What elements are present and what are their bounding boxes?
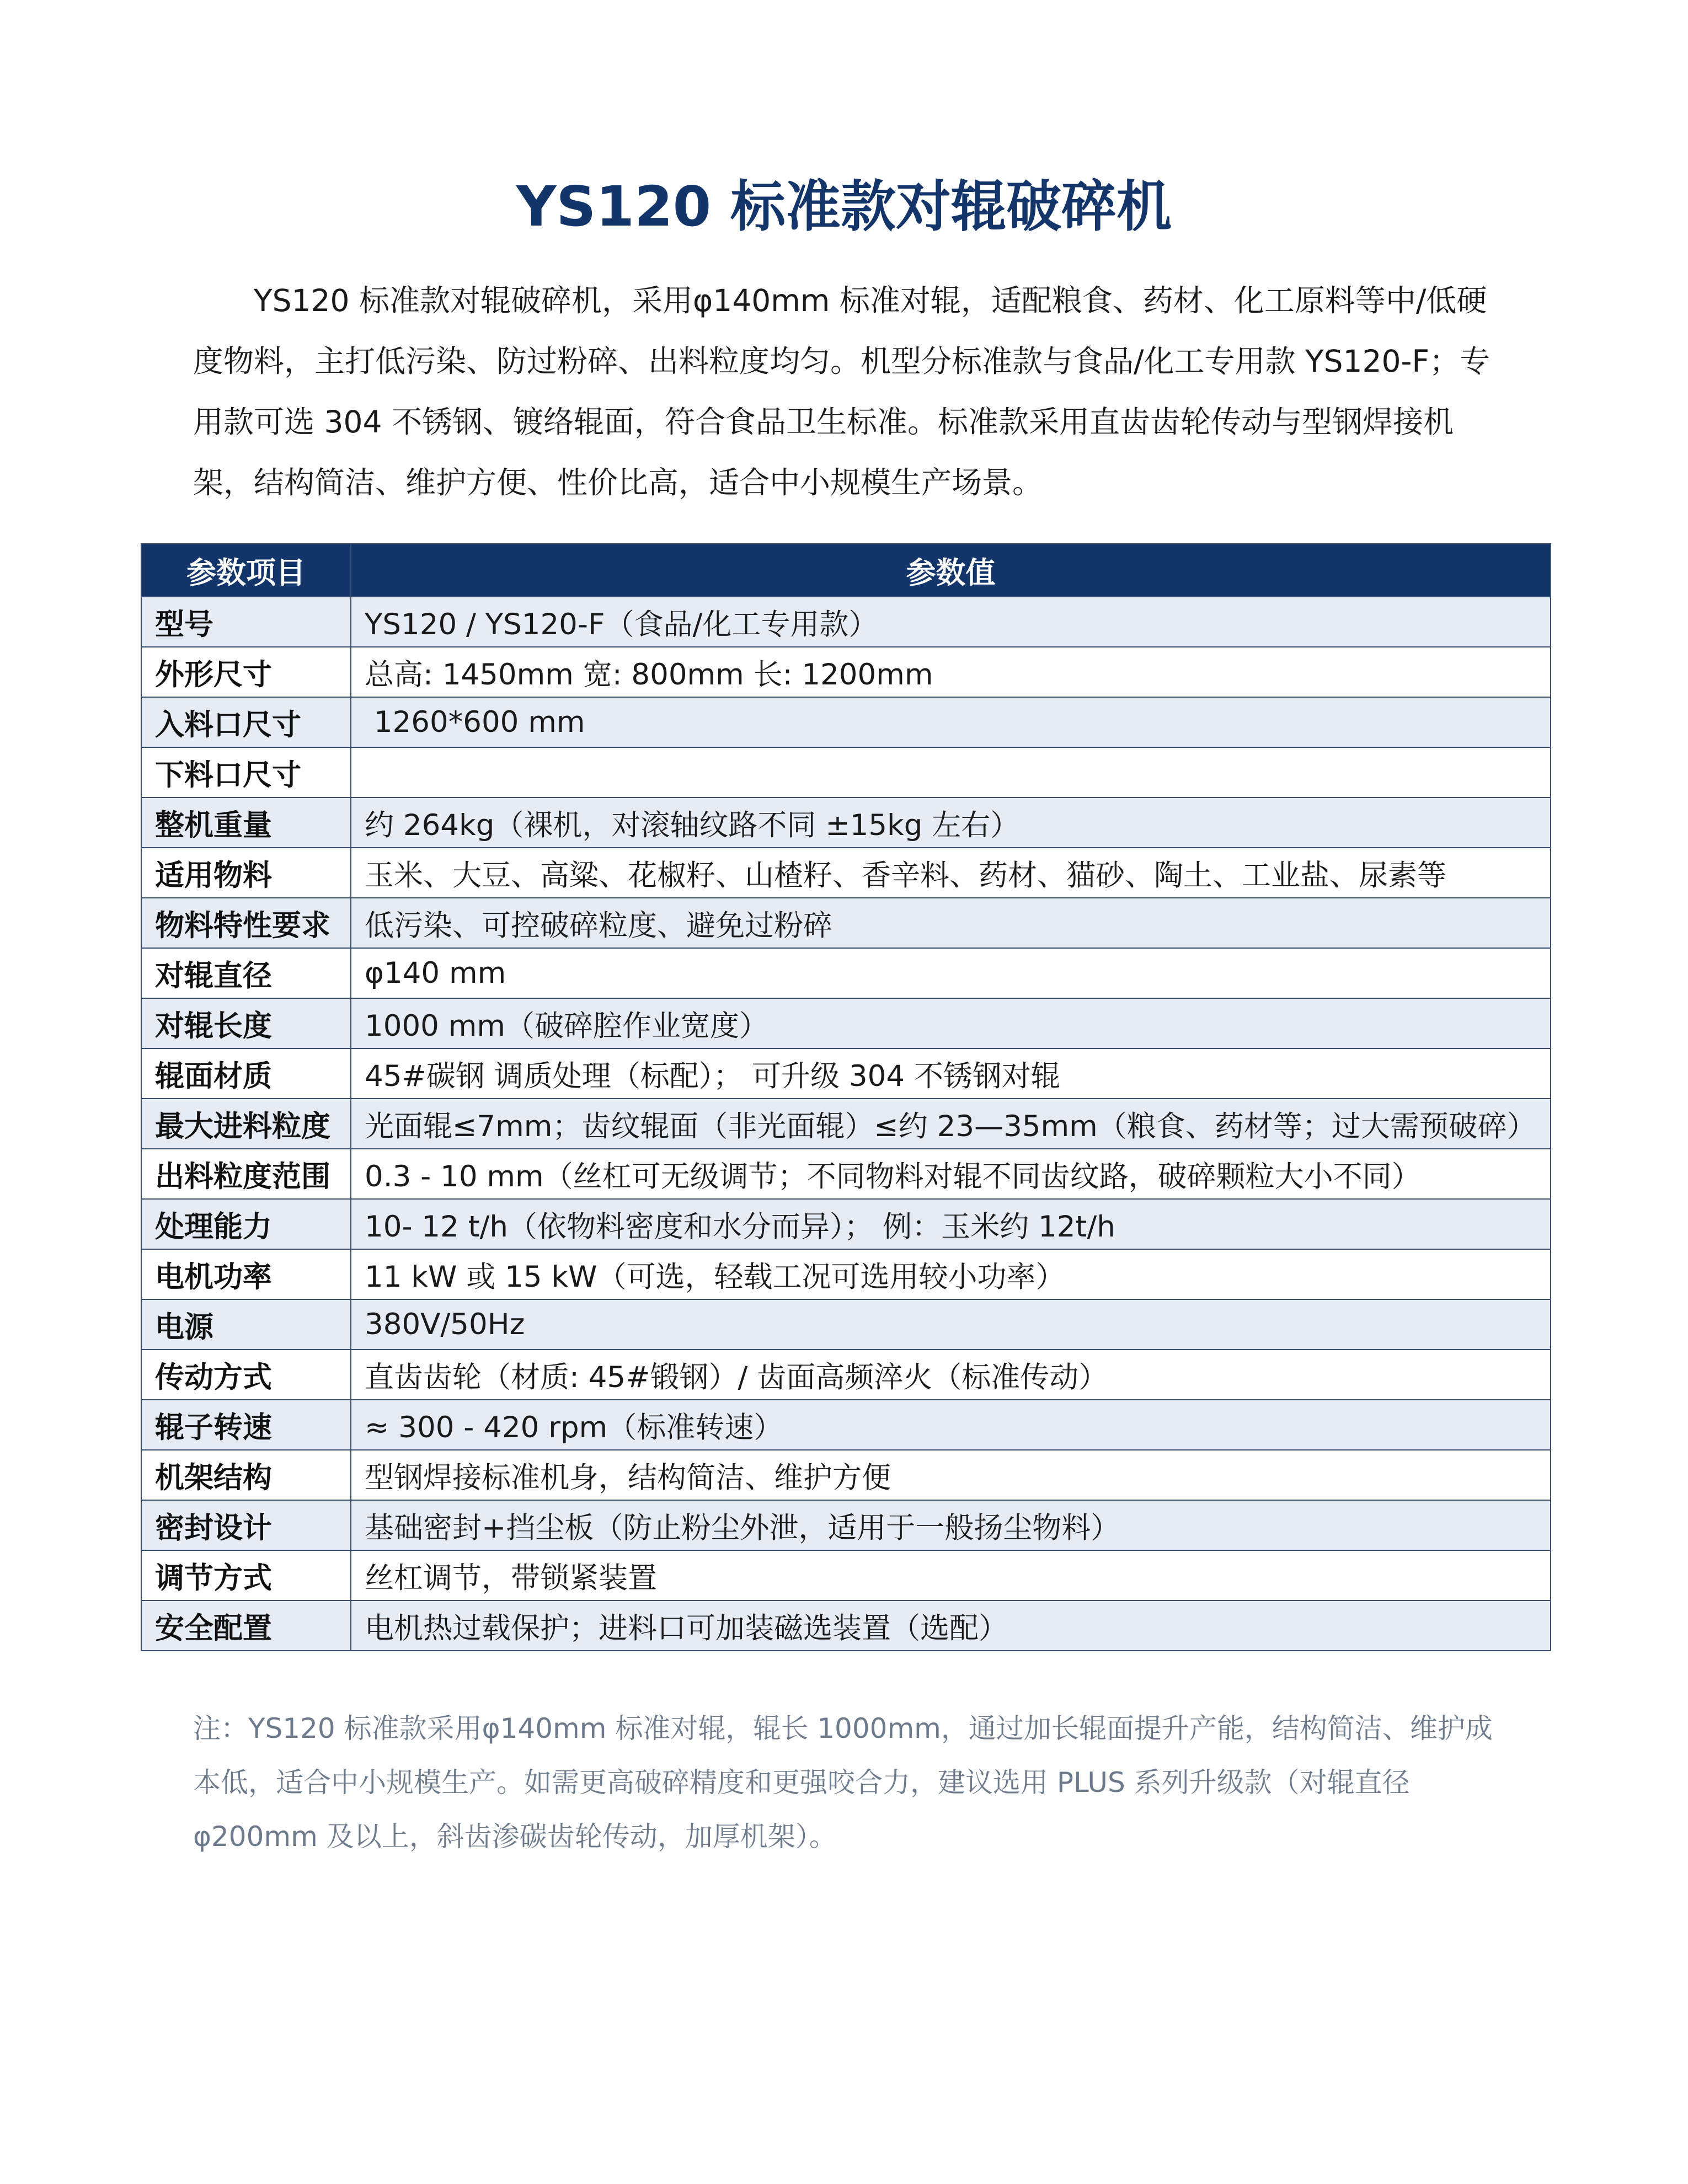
table-row: [141, 948, 1551, 998]
table-row: [141, 998, 1551, 1048]
param-name: 电源: [141, 1299, 351, 1350]
table-row: [141, 1199, 1551, 1249]
header-param-value: 参数值: [351, 544, 1551, 597]
param-value: 直齿齿轮（材质: 45#锻钢）/ 齿面高频淬火（标准传动）: [351, 1350, 1551, 1400]
table-row: [141, 1500, 1551, 1550]
table-row: [141, 1249, 1551, 1299]
param-value: 11 kW 或 15 kW（可选，轻载工况可选用较小功率）: [351, 1249, 1551, 1299]
table-row: [141, 647, 1551, 697]
table-row: [141, 1450, 1551, 1500]
param-value: 光面辊≤7mm；齿纹辊面（非光面辊）≤约 23—35mm（粮食、药材等；过大需预破碎）: [351, 1099, 1551, 1149]
param-name: 适用物料: [141, 848, 351, 898]
param-name: 调节方式: [141, 1550, 351, 1600]
table-row: [141, 597, 1551, 647]
param-name: 辊面材质: [141, 1048, 351, 1099]
param-value: 总高: 1450mm 宽: 800mm 长: 1200mm: [351, 647, 1551, 697]
param-value: 基础密封+挡尘板（防止粉尘外泄，适用于一般扬尘物料）: [351, 1500, 1551, 1550]
table-row: [141, 1600, 1551, 1651]
table-row: [141, 1099, 1551, 1149]
param-name: 整机重量: [141, 797, 351, 848]
param-value: φ140 mm: [351, 948, 1551, 998]
table-row: [141, 1299, 1551, 1350]
param-value: 约 264kg（裸机，对滚轴纹路不同 ±15kg 左右）: [351, 797, 1551, 848]
param-name: 对辊直径: [141, 948, 351, 998]
param-value: 380V/50Hz: [351, 1299, 1551, 1350]
param-value: 10- 12 t/h（依物料密度和水分而异）； 例：玉米约 12t/h: [351, 1199, 1551, 1249]
param-value: 玉米、大豆、高粱、花椒籽、山楂籽、香辛料、药材、猫砂、陶土、工业盐、尿素等: [351, 848, 1551, 898]
spec-table: [141, 543, 1551, 1651]
table-row: [141, 747, 1551, 797]
spec-table-header-row: [141, 544, 1551, 597]
param-value: [351, 747, 1551, 797]
table-row: [141, 1149, 1551, 1199]
param-name: 传动方式: [141, 1350, 351, 1400]
param-name: 物料特性要求: [141, 898, 351, 948]
param-value: 1000 mm（破碎腔作业宽度）: [351, 998, 1551, 1048]
table-row: [141, 697, 1551, 747]
param-name: 密封设计: [141, 1500, 351, 1550]
param-name: 入料口尺寸: [141, 697, 351, 747]
header-param-item: 参数项目: [141, 544, 351, 597]
intro-paragraph: YS120 标准款对辊破碎机，采用φ140mm 标准对辊，适配粮食、药材、化工原料等中/低硬度物料，主打低污染、防过粉碎、出料粒度均匀。机型分标准款与食品/化工专用款 YS120-F；专用款可选 304 不锈钢、镀络辊面，符合食品卫生标准。标准款采用直齿齿轮传动与型钢焊接机架，结构简洁、维护方便、性价比高，适合中小规模生产场景。: [193, 283, 1490, 500]
param-value: 0.3 - 10 mm（丝杠可无级调节；不同物料对辊不同齿纹路，破碎颗粒大小不同）: [351, 1149, 1551, 1199]
param-value: 低污染、可控破碎粒度、避免过粉碎: [351, 898, 1551, 948]
table-row: [141, 1350, 1551, 1400]
param-name: 处理能力: [141, 1199, 351, 1249]
param-name: 辊子转速: [141, 1400, 351, 1450]
param-name: 机架结构: [141, 1450, 351, 1500]
param-name: 安全配置: [141, 1600, 351, 1651]
table-row: [141, 898, 1551, 948]
table-row: [141, 1048, 1551, 1099]
table-row: [141, 1400, 1551, 1450]
param-name: 对辊长度: [141, 998, 351, 1048]
param-value: 1260*600 mm: [351, 697, 1551, 747]
table-row: [141, 797, 1551, 848]
param-value: 丝杠调节，带锁紧装置: [351, 1550, 1551, 1600]
param-name: 最大进料粒度: [141, 1099, 351, 1149]
param-name: 型号: [141, 597, 351, 647]
param-name: 电机功率: [141, 1249, 351, 1299]
param-name: 出料粒度范围: [141, 1149, 351, 1199]
table-row: [141, 1550, 1551, 1600]
page-title: YS120 标准款对辊破碎机: [516, 174, 1172, 239]
param-name: 下料口尺寸: [141, 747, 351, 797]
table-row: [141, 848, 1551, 898]
param-value: 型钢焊接标准机身，结构简洁、维护方便: [351, 1450, 1551, 1500]
param-name: 外形尺寸: [141, 647, 351, 697]
param-value: YS120 / YS120-F（食品/化工专用款）: [351, 597, 1551, 647]
param-value: 电机热过载保护；进料口可加装磁选装置（选配）: [351, 1600, 1551, 1651]
param-value: 45#碳钢 调质处理（标配）； 可升级 304 不锈钢对辊: [351, 1048, 1551, 1099]
param-value: ≈ 300 - 420 rpm（标准转速）: [351, 1400, 1551, 1450]
footnote: 注：YS120 标准款采用φ140mm 标准对辊，辊长 1000mm，通过加长辊面提升产能，结构简洁、维护成本低，适合中小规模生产。如需更高破碎精度和更强咬合力，建议选用 PLUS 系列升级款（对辊直径φ200mm 及以上，斜齿渗碳齿轮传动，加厚机架）。: [193, 1712, 1493, 1853]
